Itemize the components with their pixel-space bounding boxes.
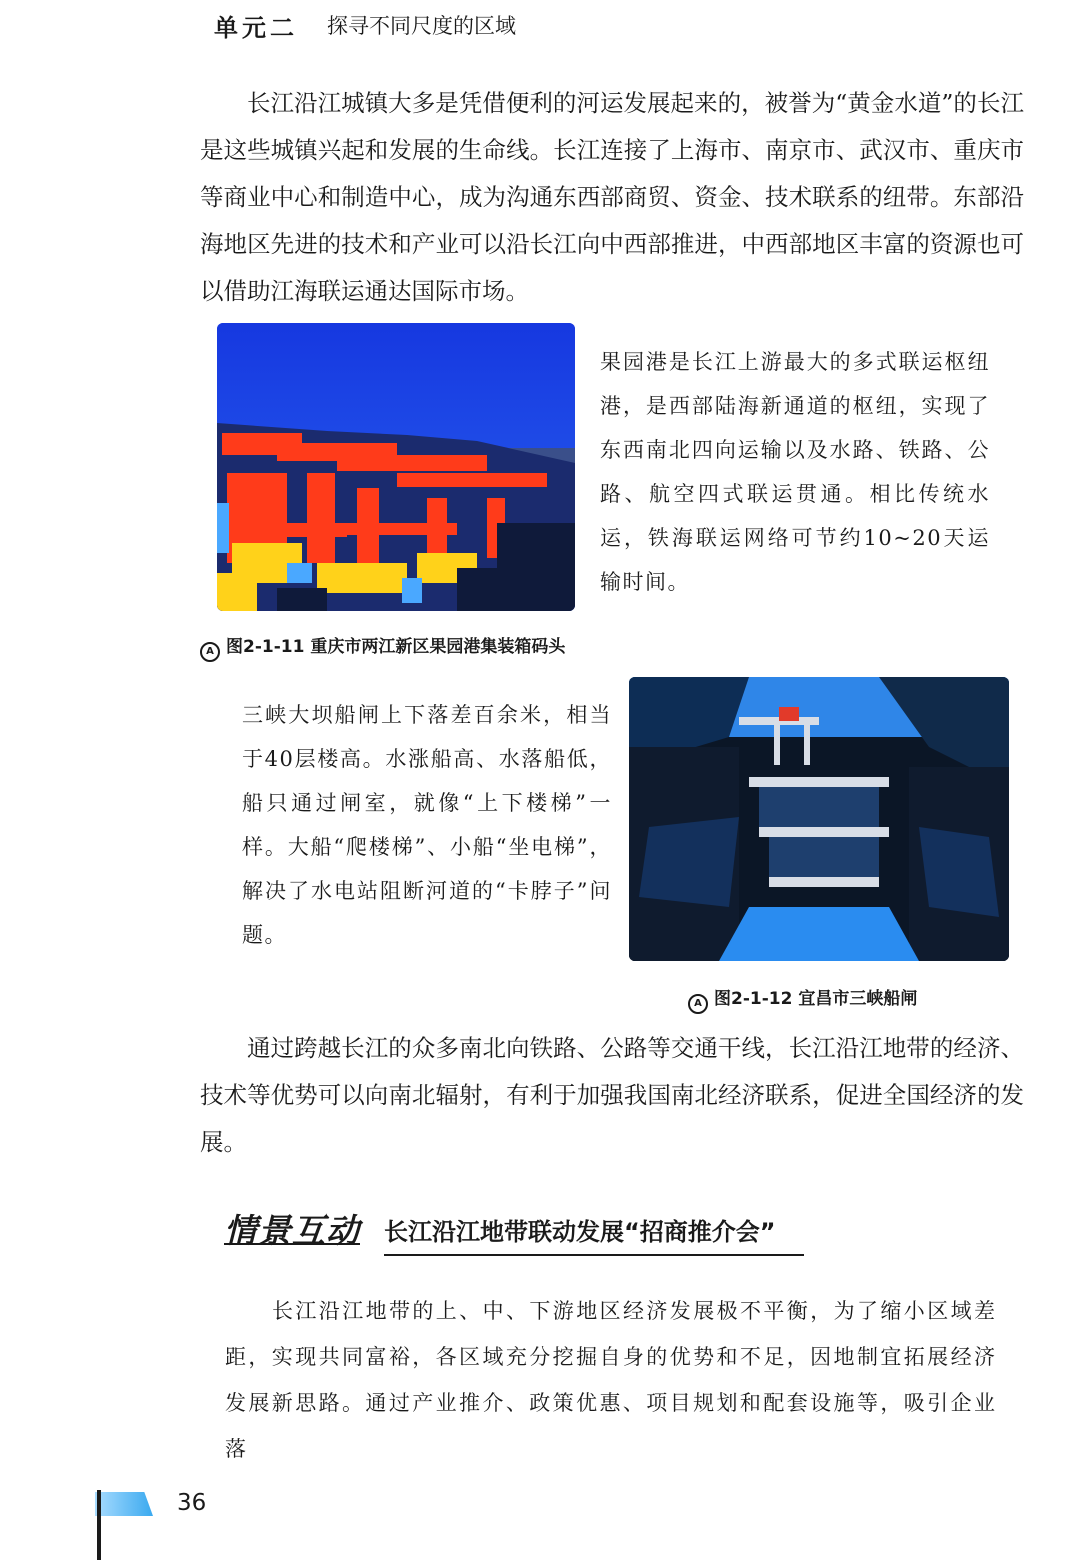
activity-title: 长江沿江地带联动发展“招商推介会” [384, 1212, 804, 1256]
unit-title: 探寻不同尺度的区域 [327, 14, 516, 38]
intro-paragraph [200, 80, 1024, 315]
mid-paragraph [200, 1025, 1024, 1166]
activity-paragraph-text: 长江沿江地带的上、中、下游地区经济发展极不平衡，为了缩小区域差距，实现共同富裕，各区域充分挖掘自身的优势和不足，因地制宜拓展经济发展新思路。通过产业推介、政策优惠、项目规划和配套设施等，吸引企业落 [225, 1299, 997, 1461]
circle-a-icon: A [200, 642, 220, 662]
figure1-caption-text: 图2-1-11 重庆市两江新区果园港集装箱码头 [226, 637, 566, 657]
intro-paragraph-text: 长江沿江城镇大多是凭借便利的河运发展起来的，被誉为“黄金水道”的长江是这些城镇兴起和发展的生命线。长江连接了上海市、南京市、武汉市、重庆市等商业中心和制造中心，成为沟通东西部商贸、资金、技术联系的纽带。东部沿海地区先进的技术和产业可以沿长江向中西部推进，中西部地区丰富的资源也可以借助江海联运通达国际市场。 [200, 89, 1024, 305]
guoyuan-port-photo [217, 323, 575, 611]
figure2-caption-text: 图2-1-12 宜昌市三峡船闸 [714, 989, 918, 1009]
page-number: 36 [177, 1490, 207, 1516]
unit-label: 单元二 [214, 14, 298, 42]
three-gorges-lock-photo [629, 677, 1009, 961]
figure2-caption [688, 984, 917, 1014]
figure1-side-text: 果园港是长江上游最大的多式联运枢纽港，是西部陆海新通道的枢纽，实现了东西南北四向运输以及水路、铁路、公路、航空四式联运贯通。相比传统水运，铁海联运网络可节约10~20天运输时间。 [600, 350, 990, 594]
page-bar-divider [97, 1490, 101, 1560]
figure1-caption [200, 632, 565, 662]
activity-paragraph [225, 1288, 997, 1472]
circle-a-icon: A [688, 994, 708, 1014]
mid-paragraph-text: 通过跨越长江的众多南北向铁路、公路等交通干线，长江沿江地带的经济、技术等优势可以向南北辐射，有利于加强我国南北经济联系，促进全国经济的发展。 [200, 1034, 1024, 1156]
three-gorges-lock-illustration [629, 677, 1009, 961]
figure2-side-text: 三峡大坝船闸上下落差百余米，相当于40层楼高。水涨船高、水落船低，船只通过闸室，就像“上下楼梯”一样。大船“爬楼梯”、小船“坐电梯”，解决了水电站阻断河道的“卡脖子”问题。 [242, 703, 612, 947]
guoyuan-port-illustration [217, 323, 575, 611]
activity-tag: 情景互动 [224, 1211, 360, 1250]
page-tab-marker [95, 1492, 153, 1516]
